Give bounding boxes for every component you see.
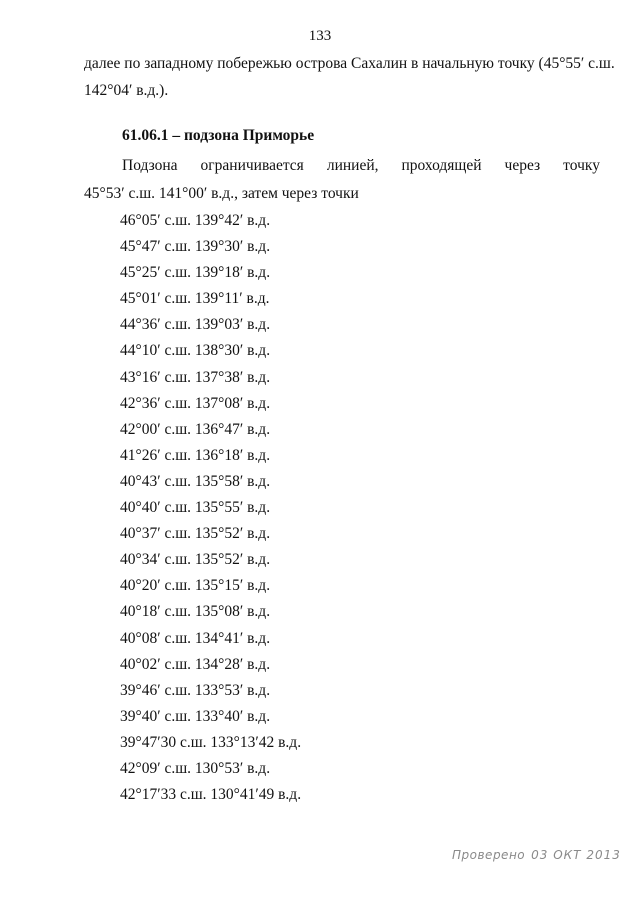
coordinate-item: 40°34′ с.ш. 135°52′ в.д. — [120, 551, 271, 569]
coordinate-item: 40°40′ с.ш. 135°55′ в.д. — [120, 499, 271, 517]
paragraph-word: Подзона — [122, 157, 178, 174]
stamp-label: Проверено — [452, 848, 526, 862]
paragraph-word: точку — [563, 157, 600, 174]
section-heading: 61.06.1 – подзона Приморье — [122, 127, 315, 144]
paragraph-word: линией, — [326, 157, 379, 174]
coordinate-item: 39°46′ с.ш. 133°53′ в.д. — [120, 681, 271, 699]
paragraph-word: проходящей — [401, 157, 482, 174]
coordinate-item: 39°40′ с.ш. 133°40′ в.д. — [120, 707, 271, 725]
coordinate-item: 42°09′ с.ш. 130°53′ в.д. — [120, 759, 271, 777]
coordinate-item: 40°18′ с.ш. 135°08′ в.д. — [120, 603, 271, 621]
coordinate-item: 45°01′ с.ш. 139°11′ в.д. — [120, 290, 270, 308]
coordinate-item: 40°37′ с.ш. 135°52′ в.д. — [120, 525, 271, 543]
intro-line-1: далее по западному побережью острова Сахалин в начальную точку (45°55′ с.ш. — [84, 55, 615, 72]
intro-line-2: 142°04′ в.д.). — [84, 82, 169, 99]
coordinate-item: 40°02′ с.ш. 134°28′ в.д. — [120, 655, 271, 673]
stamp-date: 03 ОКТ 2013 — [531, 848, 621, 862]
paragraph-line-2: 45°53′ с.ш. 141°00′ в.д., затем через точки — [84, 185, 359, 202]
coordinate-item: 46°05′ с.ш. 139°42′ в.д. — [120, 212, 271, 229]
coordinate-item: 40°20′ с.ш. 135°15′ в.д. — [120, 577, 271, 595]
coordinate-item: 42°36′ с.ш. 137°08′ в.д. — [120, 394, 271, 412]
paragraph-word: через — [504, 157, 541, 174]
coordinate-item: 43°16′ с.ш. 137°38′ в.д. — [120, 368, 271, 386]
paragraph-word: ограничивается — [200, 157, 304, 174]
coordinate-item: 45°25′ с.ш. 139°18′ в.д. — [120, 264, 271, 282]
coordinate-item: 39°47′30 с.ш. 133°13′42 в.д. — [120, 733, 302, 751]
coordinate-item: 40°43′ с.ш. 135°58′ в.д. — [120, 472, 271, 490]
coordinate-item: 45°47′ с.ш. 139°30′ в.д. — [120, 238, 271, 256]
coordinate-item: 42°17′33 с.ш. 130°41′49 в.д. — [120, 786, 302, 804]
verification-stamp — [452, 848, 621, 862]
page-number: 133 — [308, 28, 332, 44]
coordinate-item: 42°00′ с.ш. 136°47′ в.д. — [120, 420, 271, 438]
coordinate-item: 44°10′ с.ш. 138°30′ в.д. — [120, 342, 271, 360]
coordinate-item: 41°26′ с.ш. 136°18′ в.д. — [120, 446, 271, 464]
coordinate-item: 40°08′ с.ш. 134°41′ в.д. — [120, 629, 271, 647]
paragraph-line-1 — [122, 157, 600, 175]
coordinate-list — [120, 212, 301, 812]
coordinate-item: 44°36′ с.ш. 139°03′ в.д. — [120, 316, 271, 334]
